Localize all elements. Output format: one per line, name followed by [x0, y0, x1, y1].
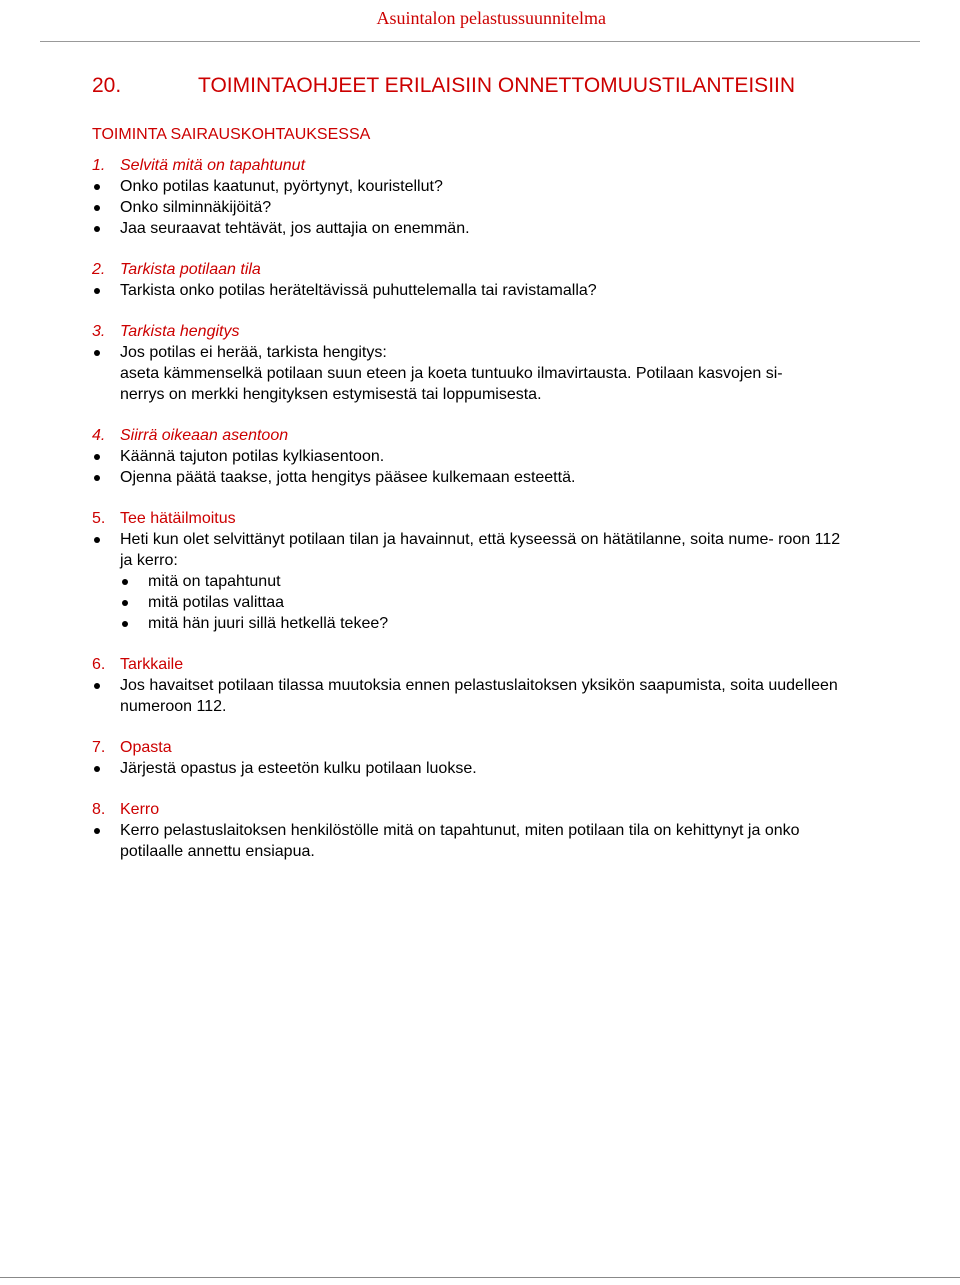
- bullet-item: Ojenna päätä taakse, jotta hengitys pääsee kulkemaan esteettä.: [92, 467, 852, 488]
- step-bullets: [92, 446, 852, 488]
- step-number: 8.: [92, 801, 106, 818]
- chapter-heading: [92, 74, 795, 98]
- step-title: [92, 737, 852, 758]
- step-number: 6.: [92, 656, 106, 673]
- step-title: [92, 155, 852, 176]
- step-6: [92, 654, 852, 717]
- step-5: [92, 508, 852, 634]
- step-bullets: [92, 675, 852, 717]
- sub-bullets: [120, 571, 852, 634]
- document-header-title: Asuintalon pelastussuunnitelma: [376, 8, 606, 28]
- step-title: [92, 799, 852, 820]
- bullet-item: Jaa seuraavat tehtävät, jos auttajia on enemmän.: [92, 218, 852, 239]
- step-number: 1.: [92, 157, 106, 174]
- step-2: [92, 259, 852, 301]
- step-title-text: Tarkkaile: [120, 656, 184, 673]
- step-paragraph-line: aseta kämmenselkä potilaan suun eteen ja koeta tuntuuko ilmavirtausta. Potilaan kasvojen si-: [120, 365, 783, 382]
- bullet-item: Käännä tajuton potilas kylkiasentoon.: [92, 446, 852, 467]
- step-title: [92, 259, 852, 280]
- bullet-text: Heti kun olet selvittänyt potilaan tilan ja havainnut, että kyseessä on hätätilanne, soita nume- roon 112 ja kerro:: [120, 531, 841, 569]
- bullet-item: Jos potilas ei herää, tarkista hengitys:: [92, 342, 852, 363]
- step-8: [92, 799, 852, 862]
- header-divider: [40, 41, 920, 42]
- step-bullets: [92, 342, 852, 363]
- step-title: [92, 425, 852, 446]
- step-title-text: Kerro: [120, 801, 160, 818]
- bullet-item: Järjestä opastus ja esteetön kulku potilaan luokse.: [92, 758, 852, 779]
- footer-divider: [0, 1277, 960, 1278]
- sub-bullet-item: mitä hän juuri sillä hetkellä tekee?: [120, 613, 852, 634]
- step-title-text: Tee hätäilmoitus: [120, 510, 236, 527]
- step-3: [92, 321, 852, 405]
- step-title: [92, 654, 852, 675]
- step-title: [92, 321, 852, 342]
- sub-bullet-item: mitä potilas valittaa: [120, 592, 852, 613]
- bullet-item: Onko silminnäkijöitä?: [92, 197, 852, 218]
- bullet-item: Jos havaitset potilaan tilassa muutoksia ennen pelastuslaitoksen yksikön saapumista, soita uudelleen numeroon 112.: [92, 675, 852, 717]
- step-bullets: [92, 758, 852, 779]
- chapter-number: 20.: [92, 74, 122, 97]
- step-title-text: Selvitä mitä on tapahtunut: [120, 157, 306, 174]
- step-4: [92, 425, 852, 488]
- step-7: [92, 737, 852, 779]
- step-number: 7.: [92, 739, 106, 756]
- chapter-title: TOIMINTAOHJEET ERILAISIIN ONNETTOMUUSTILANTEISIIN: [198, 74, 796, 97]
- step-number: 2.: [92, 261, 106, 278]
- bullet-item: Onko potilas kaatunut, pyörtynyt, kouristellut?: [92, 176, 852, 197]
- bullet-item: [92, 529, 852, 634]
- step-title-text: Opasta: [120, 739, 172, 756]
- step-title: [92, 508, 852, 529]
- step-bullets: [92, 529, 852, 634]
- step-number: 3.: [92, 323, 106, 340]
- sub-bullet-item: mitä on tapahtunut: [120, 571, 852, 592]
- instructions-list: [92, 155, 852, 882]
- step-number: 4.: [92, 427, 106, 444]
- step-bullets: [92, 280, 852, 301]
- step-paragraph-line: nerrys on merkki hengityksen estymisestä tai loppumisesta.: [120, 386, 542, 403]
- bullet-item: Kerro pelastuslaitoksen henkilöstölle mitä on tapahtunut, miten potilaan tila on kehittynyt ja onko potilaalle annettu ensiapua.: [92, 820, 852, 862]
- step-title-text: Siirrä oikeaan asentoon: [120, 427, 289, 444]
- section-subheading: TOIMINTA SAIRAUSKOHTAUKSESSA: [92, 126, 371, 143]
- step-1: [92, 155, 852, 239]
- step-title-text: Tarkista hengitys: [120, 323, 240, 340]
- bullet-item: Tarkista onko potilas heräteltävissä puhuttelemalla tai ravistamalla?: [92, 280, 852, 301]
- step-number: 5.: [92, 510, 106, 527]
- step-bullets: [92, 820, 852, 862]
- step-title-text: Tarkista potilaan tila: [120, 261, 261, 278]
- step-bullets: [92, 176, 852, 239]
